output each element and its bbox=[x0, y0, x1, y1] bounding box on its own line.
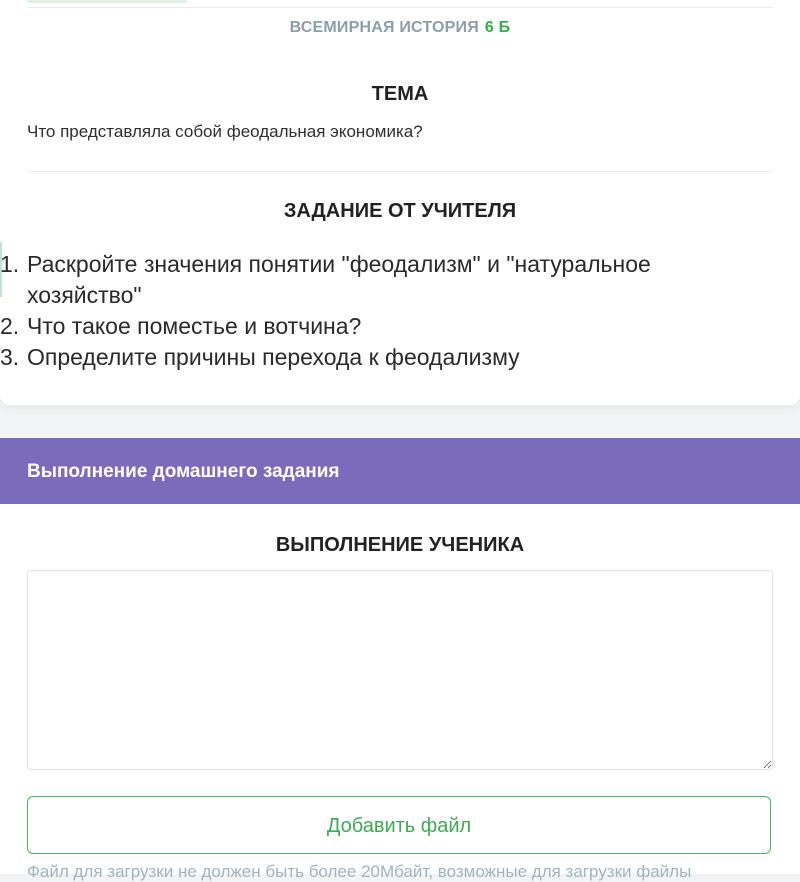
section-divider bbox=[27, 171, 773, 172]
top-progress-bar bbox=[27, 0, 187, 3]
student-work-heading: ВЫПОЛНЕНИЕ УЧЕНИКА bbox=[275, 534, 525, 556]
task-list bbox=[0, 249, 747, 373]
theme-text: Что представляла собой феодальная экономика? bbox=[27, 122, 423, 141]
task-item bbox=[0, 342, 747, 373]
task-item-number: 1. bbox=[0, 251, 20, 277]
lesson-card bbox=[0, 0, 800, 405]
subject-line bbox=[0, 19, 800, 37]
homework-banner-title: Выполнение домашнего задания bbox=[27, 461, 340, 482]
add-file-button[interactable]: Добавить файл bbox=[27, 796, 771, 854]
task-item bbox=[0, 249, 747, 311]
task-heading: ЗАДАНИЕ ОТ УЧИТЕЛЯ bbox=[283, 200, 517, 222]
task-item bbox=[0, 311, 747, 342]
task-item-number: 2. bbox=[0, 313, 20, 339]
task-item-text: Определите причины перехода к феодализму bbox=[27, 344, 520, 370]
task-item-text: Раскройте значения понятии "феодализм" и "натуральное хозяйство" bbox=[27, 251, 651, 308]
task-item-text: Что такое поместье и вотчина? bbox=[27, 313, 362, 339]
answer-textarea[interactable] bbox=[27, 570, 773, 770]
homework-banner bbox=[0, 438, 800, 504]
student-work-card bbox=[0, 504, 800, 881]
file-size-note: Файл для загрузки не должен быть более 20Мбайт, возможные для загрузки файлы bbox=[27, 862, 692, 881]
task-item-number: 3. bbox=[0, 344, 20, 370]
subject-name: ВСЕМИРНАЯ ИСТОРИЯ bbox=[289, 19, 479, 36]
top-divider bbox=[27, 7, 773, 8]
class-grade-badge: 6 Б bbox=[484, 19, 511, 36]
theme-heading: ТЕМА bbox=[371, 83, 429, 105]
